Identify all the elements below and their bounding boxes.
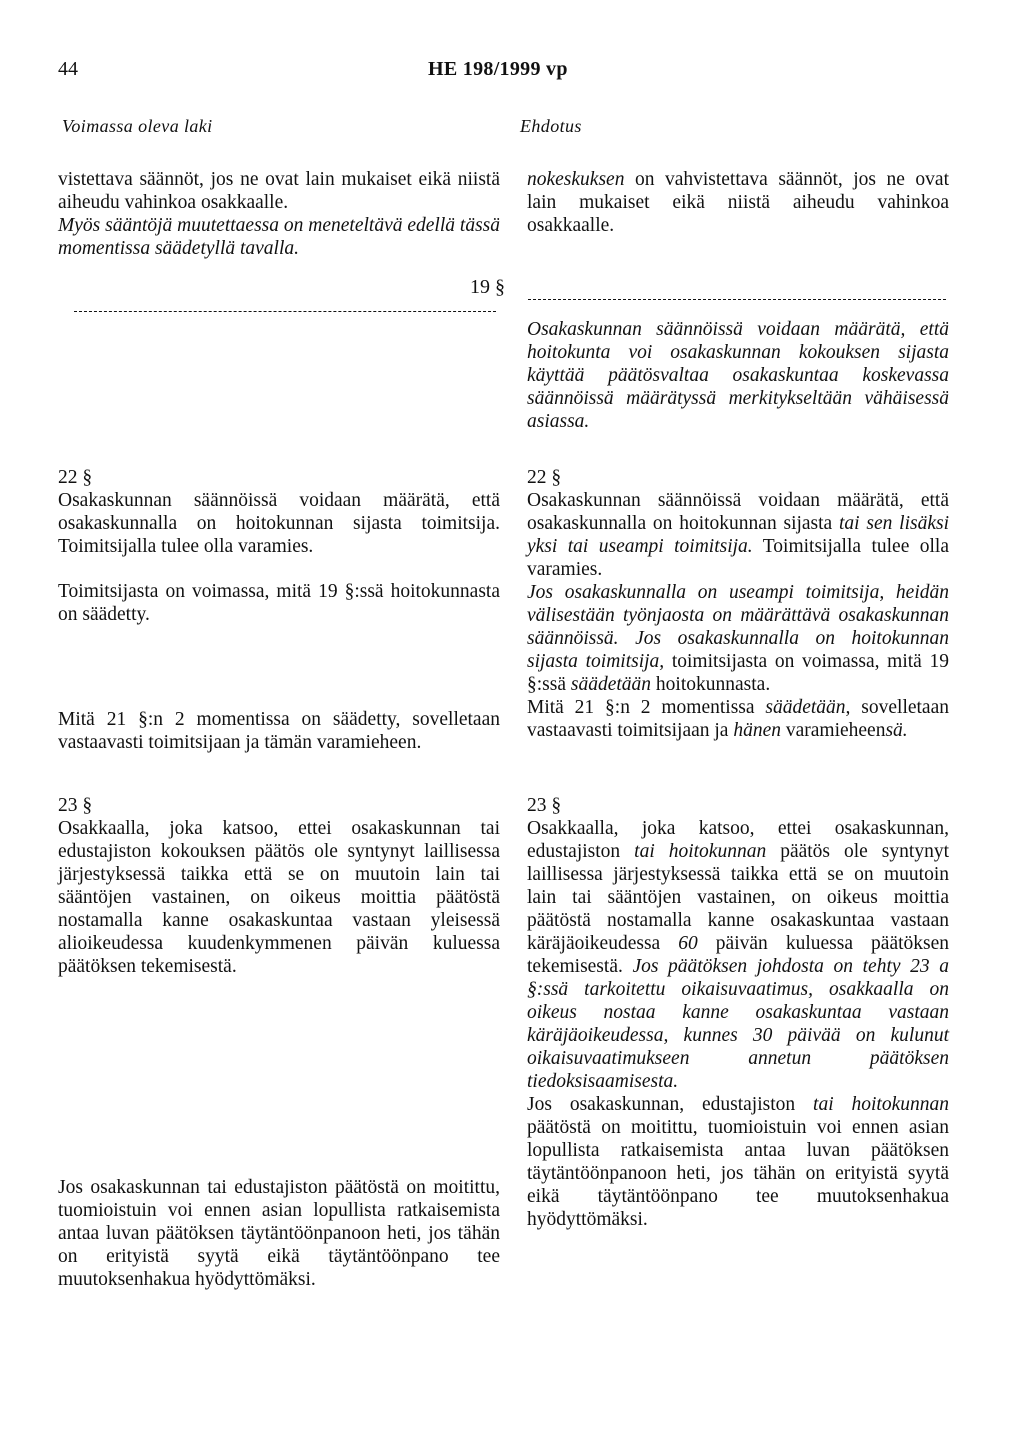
right-s23-heading: 23 § <box>527 795 562 816</box>
right-s22-p3 <box>527 696 949 742</box>
spacer <box>58 558 500 580</box>
right-p1 <box>527 168 949 237</box>
right-s22-text-a: Osakaskunnan säännöissä voidaan määrätä, että osakaskunnalla on hoitokunnan sijasta <box>527 490 949 534</box>
right-s22-p3-i: säädetään, <box>765 697 851 718</box>
right-s22-p2-text2: hoitokunnasta. <box>651 674 771 695</box>
left-s22-p2: Toimitsijasta on voimassa, mitä 19 §:ssä hoitokunnasta on säädetty. <box>58 581 500 625</box>
right-s23-b-italic: tai hoitokunnan <box>634 841 767 862</box>
right-s22-p3-b: sovelletaan vastaavasti toimitsijaan ja <box>527 697 949 741</box>
left-section-23-mom2 <box>58 1176 500 1291</box>
left-section-22 <box>58 466 500 626</box>
right-section-22 <box>527 466 949 742</box>
right-top-block <box>527 168 949 237</box>
right-s22-p2-italic2: säädetään <box>570 674 652 695</box>
right-s19-p1: Osakaskunnan säännöissä voidaan määrätä, että hoitokunta voi osakaskunnan kokouksen sijasta käyttää päätösvaltaa osakaskuntaa koskevassa säännöissä määrätyssä merkitykseltään vähäisessä asiassa. <box>527 319 949 432</box>
right-s22-heading: 22 § <box>527 467 562 488</box>
right-s22-text-c: Toimitsijalla tulee olla varamies. <box>527 536 949 580</box>
left-column-title: Voimassa oleva laki <box>62 116 213 136</box>
left-s23-heading: 23 § <box>58 795 93 816</box>
right-column-title: Ehdotus <box>520 116 582 136</box>
right-p1-italic: nokeskuksen <box>527 169 625 190</box>
right-s23-f-italic: Jos päätöksen johdosta on tehty 23 a §:ssä tarkoitettu oikaisuvaatimus, osakkaalla on oikeus nostaa kanne osakaskuntaa vastaan käräjäoikeudessa, kunnes 30 päivää on kulunut oikaisuvaatimukseen annetun päätöksen tiedoksisaamisesta. <box>527 956 949 1092</box>
right-s22-p3-i2: hänen <box>733 720 781 741</box>
right-s22-p2-text: toimitsijasta on voimassa, mitä 19 §:ssä <box>527 651 950 695</box>
right-section-19 <box>527 318 949 433</box>
right-s22-p2-italic: Jos osakaskunnalla on useampi toimitsija, heidän välisestään työnjaosta on määrättävä osakaskunnan säännöissä. Jos osakaskunnalla on hoitokunnan sijasta toimitsija, <box>527 582 949 672</box>
right-s23-a: Osakkaalla, joka katsoo, ettei osakaskunnan, edustajiston <box>527 818 949 862</box>
right-s23-p2-a: Jos osakaskunnan, edustajiston <box>527 1094 814 1115</box>
right-s22-p3-a: Mitä 21 §:n 2 momentissa <box>527 697 766 718</box>
page-number: 44 <box>58 58 78 80</box>
document-id: HE 198/1999 vp <box>428 58 568 80</box>
right-s22-p3-c: varamieheen <box>780 720 886 741</box>
right-s22-italic-b: tai sen lisäksi yksi tai useampi toimitsija. <box>527 513 949 557</box>
right-s23-p1 <box>527 817 949 1093</box>
left-s22-p1: Osakaskunnan säännöissä voidaan määrätä, että osakaskunnalla on hoitokunnan sijasta toimitsija. Toimitsijalla tulee olla varamies. <box>58 490 500 557</box>
left-s22-heading: 22 § <box>58 467 93 488</box>
right-s22-p1 <box>527 489 949 581</box>
section-19-heading: 19 § <box>470 276 505 298</box>
right-section-23 <box>527 794 949 1231</box>
right-s23-p2-italic: tai hoitokunnan <box>813 1094 949 1115</box>
left-s22-p3: Mitä 21 §:n 2 momentissa on säädetty, sovelletaan vastaavasti toimitsijaan ja tämän varamieheen. <box>58 709 500 753</box>
right-s23-e: päivän kuluessa päätöksen tekemisestä. <box>527 933 950 977</box>
left-section-23 <box>58 794 500 978</box>
left-s23-p1: Osakkaalla, joka katsoo, ettei osakaskunnan tai edustajiston kokouksen päätös ole syntynyt laillisessa järjestyksessä taikka että se on muutoin lain tai sääntöjen vastainen, on oikeus moittia päätöstä nostamalla kanne osakaskuntaa vastaan yleisessä alioikeudessa kuudenkymmenen päivän kuluessa päätöksen tekemisestä. <box>58 818 500 977</box>
left-s23-p2: Jos osakaskunnan tai edustajiston päätöstä on moitittu, tuomioistuin voi ennen asian lopullista ratkaisemista antaa luvan päätöksen täytäntöönpanoon heti, jos tähän on erityistä syytä eikä täytäntöönpano tee muutoksenhakua hyödyttömäksi. <box>58 1177 500 1290</box>
right-p1-text: on vahvistettava säännöt, jos ne ovat lain mukaiset eikä niistä aiheudu vahinkoa osakkaalle. <box>527 169 949 236</box>
left-p1-italic: Myös sääntöjä muutettaessa on meneteltävä edellä tässä momentissa säädetyllä tavalla. <box>58 215 500 259</box>
omission-line-right <box>528 299 946 300</box>
right-s23-d-italic: 60 <box>678 933 698 954</box>
right-s23-p2 <box>527 1093 949 1231</box>
omission-line-left <box>74 311 496 312</box>
right-s23-c: päätös ole syntynyt laillisessa järjestyksessä taikka että se on muutoin lain tai sääntöjen vastainen, on oikeus moittia päätöstä nostamalla kanne osakaskuntaa vastaan käräjäoikeudessa <box>527 841 949 954</box>
left-top-block <box>58 168 500 260</box>
left-p1-text: vistettava säännöt, jos ne ovat lain mukaiset eikä niistä aiheudu vahinkoa osakkaalle. <box>58 169 500 213</box>
left-section-22-mom3 <box>58 708 500 754</box>
right-s23-p2-b: päätöstä on moitittu, tuomioistuin voi ennen asian lopullista ratkaisemista antaa luvan päätöksen täytäntöönpanoon heti, jos tähän on erityistä syytä eikä täytäntöönpano tee muutoksenhakua hyödyttömäksi. <box>527 1117 949 1230</box>
right-s22-p3-i3: sä. <box>885 720 908 741</box>
right-s22-p2 <box>527 581 949 696</box>
